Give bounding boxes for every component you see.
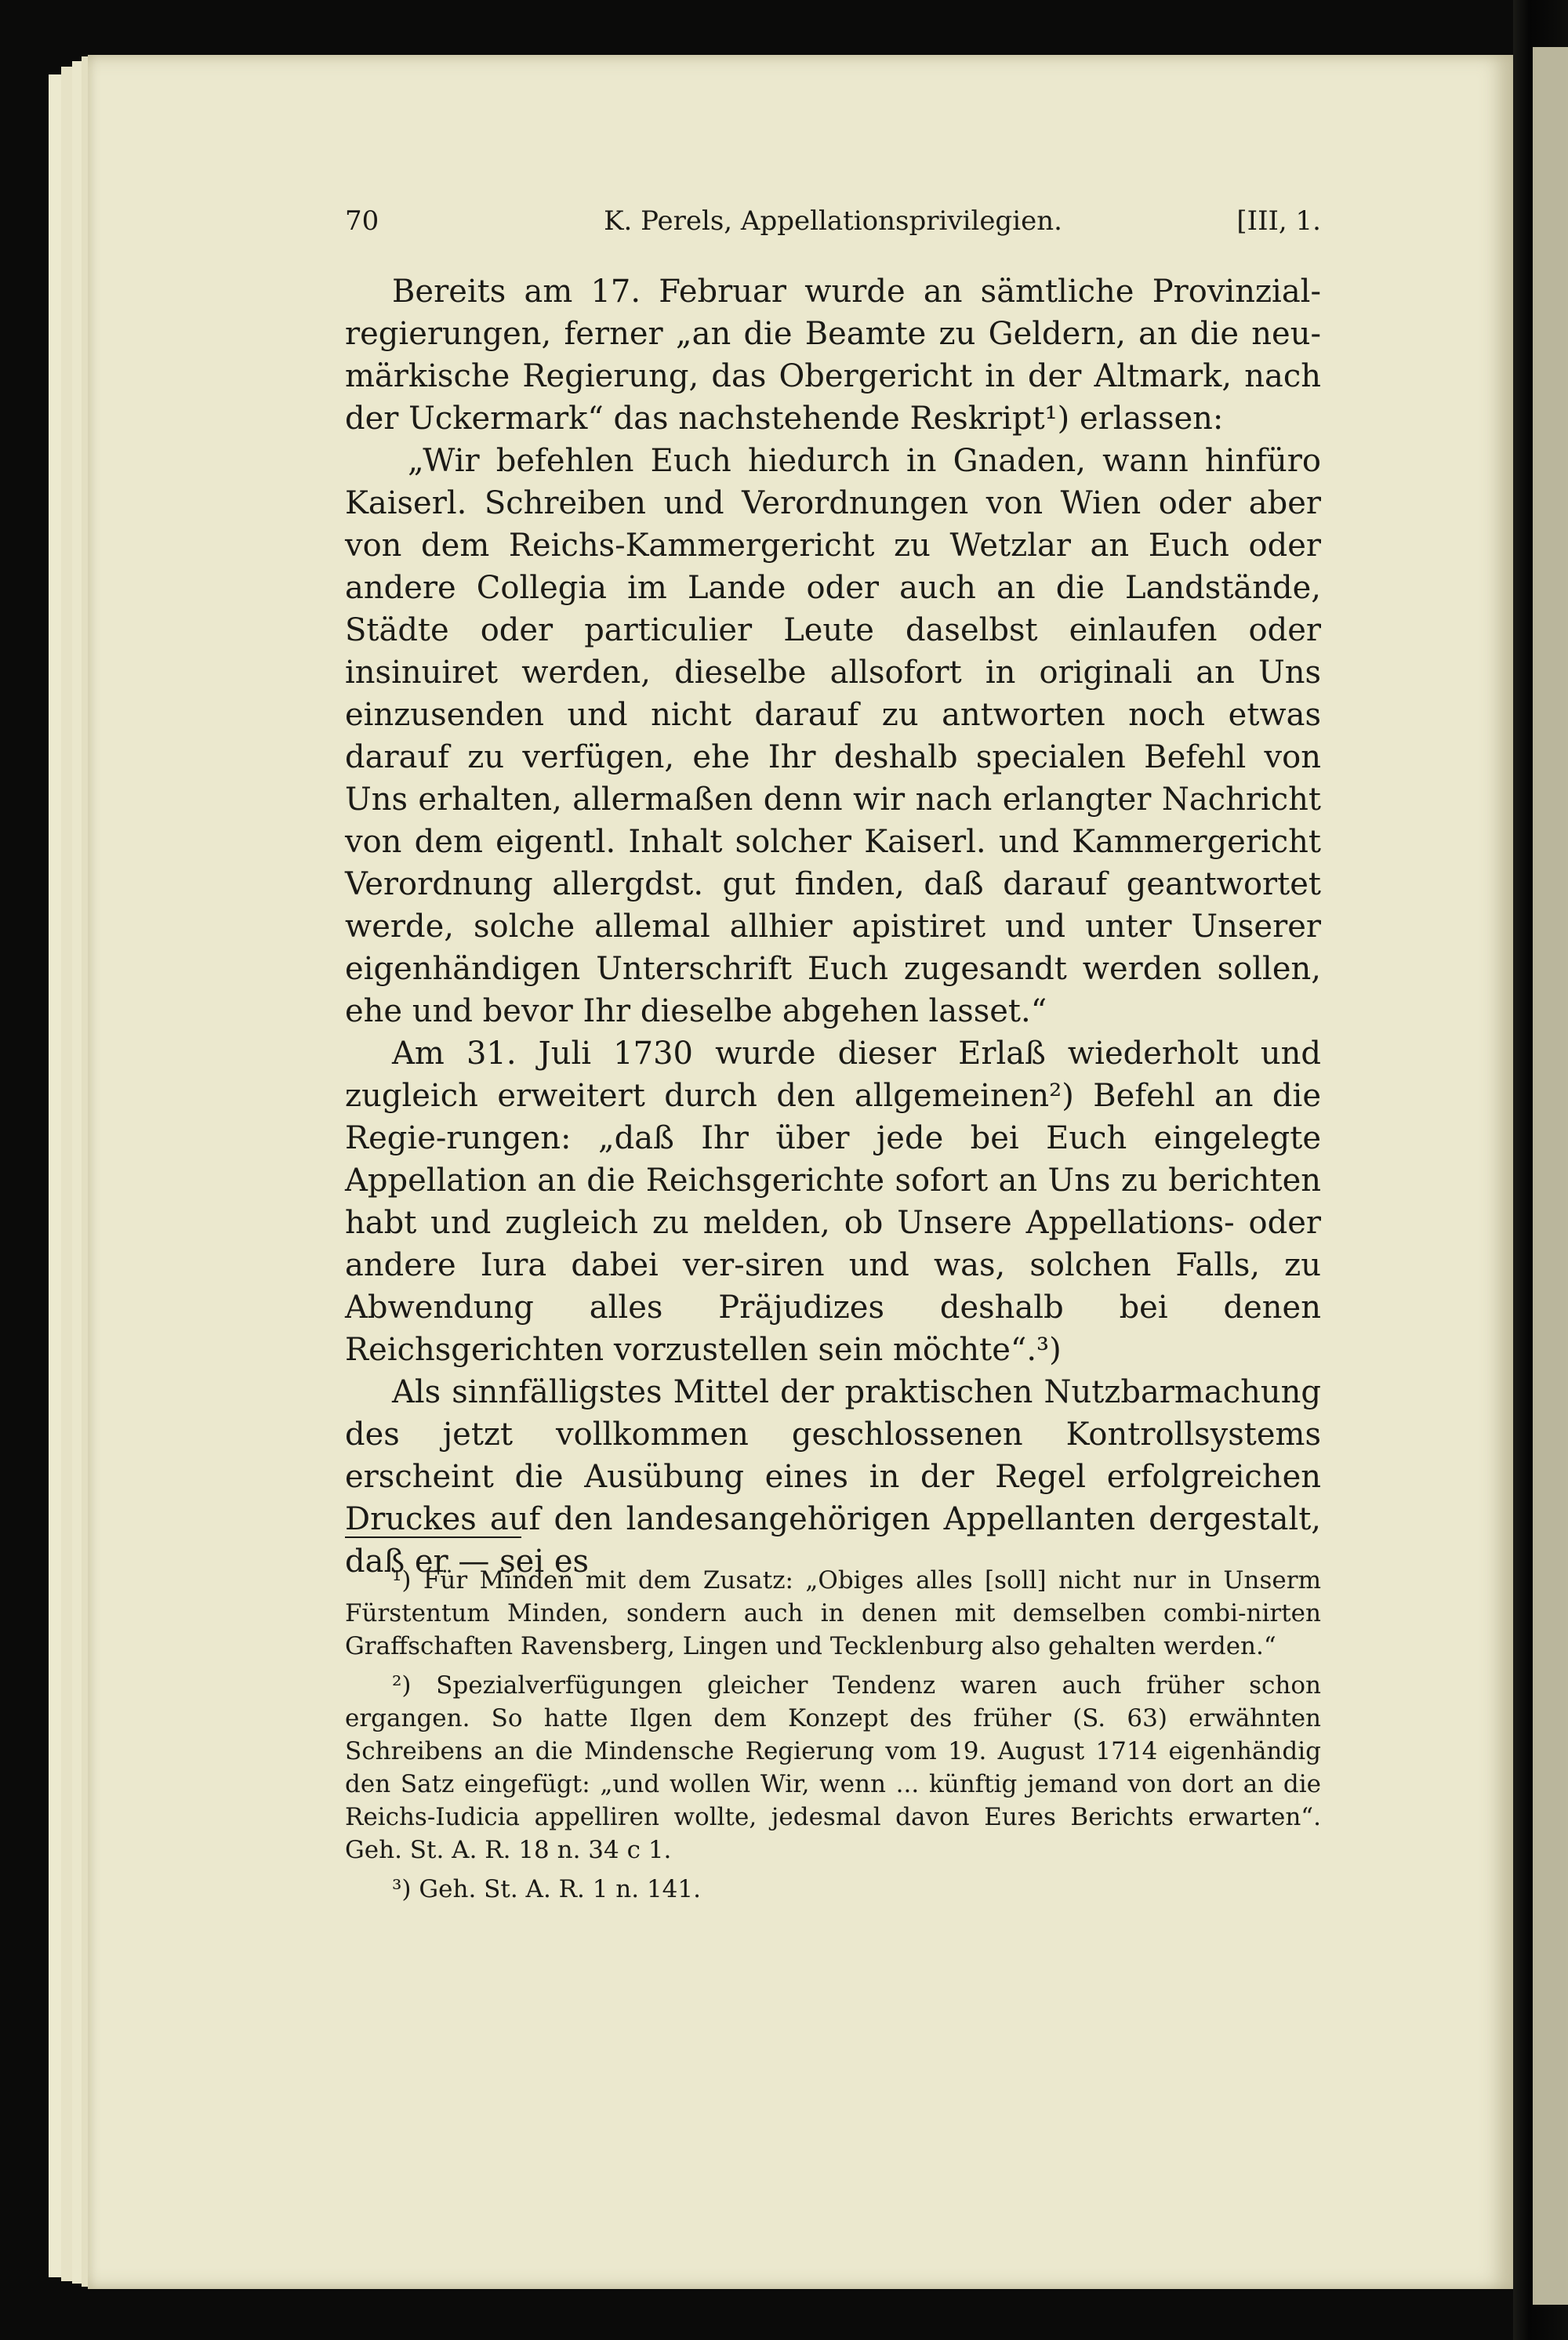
running-title: K. Perels, Appellationsprivilegien. bbox=[604, 205, 1062, 237]
main-text bbox=[345, 270, 1321, 1583]
footnote: ³) Geh. St. A. R. 1 n. 141. bbox=[392, 1875, 701, 1903]
quoted-paragraph: „Wir befehlen Euch hiedurch in Gnaden, wann hinfüro Kaiserl. Schreiben und Verordnungen von Wien oder aber von dem Reichs-Kammergericht zu Wetzlar an Euch oder andere Collegia im Lande oder auch an die Landstände, Städte oder particulier Leute daselbst einlaufen oder insinuiret werden, dieselbe allsofort in originali an Uns einzusenden und nicht darauf zu antworten noch etwas darauf zu verfügen, ehe Ihr deshalb specialen Befehl von Uns erhalten, allermaßen denn wir nach erlangter Nachricht von dem eigentl. Inhalt solcher Kaiserl. und Kammergericht Verordnung allergdst. gut finden, daß darauf geantwortet werde, solche allemal allhier apistiret und unter Unserer eigenhändigen Unterschrift Euch zugesandt werden sollen, ehe und bevor Ihr dieselbe abgehen lasset.“ bbox=[345, 443, 1321, 1029]
footnote: ¹) Für Minden mit dem Zusatz: „Obiges alles [soll] nicht nur in Unserm Fürstentum Minden, sondern auch in denen mit demselben combi-nirten Graffschaften Ravensberg, Lingen und Tecklenburg also gehalten werden.“ bbox=[345, 1566, 1321, 1660]
section-marker: [III, 1. bbox=[1236, 205, 1321, 237]
running-header bbox=[345, 205, 1321, 245]
facing-page-edge bbox=[1533, 47, 1568, 2305]
paragraph: Am 31. Juli 1730 wurde dieser Erlaß wiederholt und zugleich erweitert durch den allgemeinen²) Befehl an die Regie-rungen: „daß Ihr über jede bei Euch eingelegte Appellation an die Reichsgerichte sofort an Uns zu berichten habt und zugleich zu melden, ob Unsere Appellations- oder andere Iura dabei ver-siren und was, solchen Falls, zu Abwendung alles Präjudizes deshalb bei denen Reichsgerichten vorzustellen sein möchte“.³) bbox=[345, 1036, 1321, 1368]
footnote-rule bbox=[345, 1536, 521, 1538]
paragraph: Bereits am 17. Februar wurde an sämtliche Provinzial-regierungen, ferner „an die Beamte zu Geldern, an die neu-märkische Regierung, das Obergericht in der Altmark, nach der Uckermark“ das nachstehende Reskript¹) erlassen: bbox=[345, 274, 1321, 437]
footnotes bbox=[345, 1564, 1321, 1912]
page-number: 70 bbox=[345, 205, 379, 237]
paragraph: Als sinnfälligstes Mittel der praktischen Nutzbarmachung des jetzt vollkommen geschlossenen Kontrollsystems erscheint die Ausübung eines in der Regel erfolgreichen Druckes auf den landesangehörigen Appellanten dergestalt, daß er — sei es bbox=[345, 1374, 1321, 1580]
footnote: ²) Spezialverfügungen gleicher Tendenz waren auch früher schon ergangen. So hatte Ilgen dem Konzept des früher (S. 63) erwähnten Schreibens an die Mindensche Regierung vom 19. August 1714 eigenhändig den Satz eingefügt: „und wollen Wir, wenn ... künftig jemand von dort an die Reichs-Iudicia appelliren wollte, jedesmal davon Eures Berichts erwarten“. Geh. St. A. R. 18 n. 34 c 1. bbox=[345, 1671, 1321, 1864]
